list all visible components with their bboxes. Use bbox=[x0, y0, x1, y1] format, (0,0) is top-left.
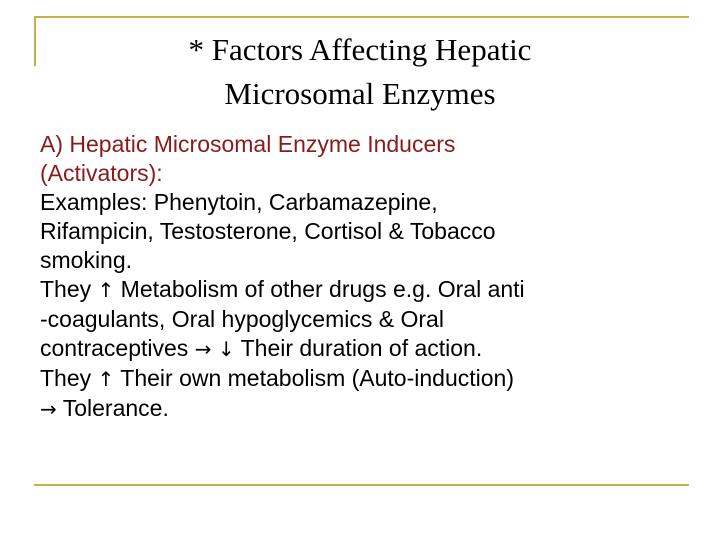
examples-line-3: smoking. bbox=[40, 247, 133, 273]
inducers-heading-line-1: A) Hepatic Microsomal Enzyme Inducers bbox=[40, 131, 456, 157]
other-drugs-line-2: -coagulants, Oral hypoglycemics & Oral bbox=[40, 306, 444, 332]
other-drugs-line-1 bbox=[40, 275, 690, 305]
examples-line-2: Rifampicin, Testosterone, Cortisol & Tobacco bbox=[40, 218, 496, 244]
own-metabolism-line-2 bbox=[40, 394, 690, 424]
down-arrow-icon: ↓ bbox=[217, 337, 235, 361]
right-arrow-icon: → bbox=[194, 337, 212, 361]
own-metabolism-line-1-end: Their own metabolism (Auto-induction) bbox=[114, 365, 514, 391]
other-drugs-line-1-start: They bbox=[40, 276, 98, 302]
slide-title-line-2: Microsomal Enzymes bbox=[224, 76, 496, 111]
own-metabolism-paragraph bbox=[40, 364, 690, 424]
up-arrow-icon: ↑ bbox=[97, 367, 115, 391]
slide-title-line-1: * Factors Affecting Hepatic bbox=[188, 32, 532, 67]
other-drugs-line-3 bbox=[40, 334, 690, 364]
inducers-heading bbox=[40, 130, 690, 188]
slide-body bbox=[40, 130, 690, 424]
top-rule bbox=[34, 16, 689, 18]
examples-paragraph bbox=[40, 188, 690, 275]
examples-line-1: Examples: Phenytoin, Carbamazepine, bbox=[40, 189, 438, 215]
right-arrow-icon: → bbox=[40, 397, 57, 421]
up-arrow-icon: ↑ bbox=[97, 278, 115, 302]
bottom-rule bbox=[34, 484, 689, 486]
other-drugs-line-1-end: Metabolism of other drugs e.g. Oral anti bbox=[114, 276, 525, 302]
inducers-heading-line-2: (Activators): bbox=[40, 160, 163, 186]
own-metabolism-line-1-start: They bbox=[40, 365, 98, 391]
other-drugs-effect-paragraph bbox=[40, 275, 690, 364]
other-drugs-line-3-start: contraceptives bbox=[40, 335, 195, 361]
slide-title bbox=[40, 28, 680, 116]
left-rule bbox=[34, 16, 36, 66]
other-drugs-line-3-end: Their duration of action. bbox=[234, 335, 483, 361]
own-metabolism-line-2-end: Tolerance. bbox=[56, 395, 169, 421]
own-metabolism-line-1 bbox=[40, 364, 690, 394]
